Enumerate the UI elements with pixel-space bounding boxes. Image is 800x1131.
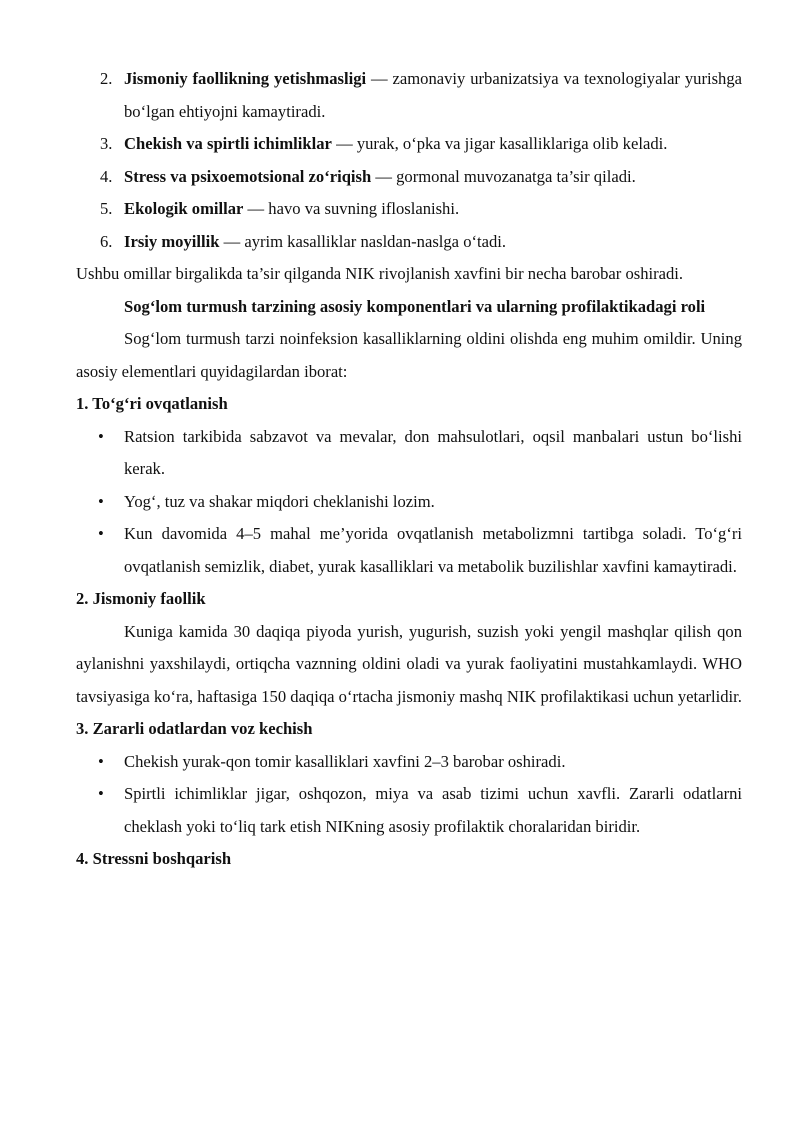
list-item-term: Ekologik omillar bbox=[124, 199, 244, 218]
list-item-term: Jismoniy faollikning yetishmasligi bbox=[124, 69, 367, 88]
list-item bbox=[76, 518, 742, 583]
list-item bbox=[76, 746, 742, 779]
list-number: 3. bbox=[100, 134, 113, 153]
list-item bbox=[76, 421, 742, 486]
list-item-text: — gormonal muvozanatga ta’sir qiladi. bbox=[371, 166, 636, 186]
subsection-title: 2. Jismoniy faollik bbox=[76, 589, 206, 608]
subsection-title: 4. Stressni boshqarish bbox=[76, 849, 232, 868]
list-number: 6. bbox=[100, 231, 113, 251]
list-number: 5. bbox=[100, 199, 113, 218]
list-item bbox=[76, 193, 742, 226]
list-item-text: — havo va suvning ifloslanishi. bbox=[243, 199, 460, 218]
body-paragraph: Kuniga kamida 30 daqiqa piyoda yurish, yugurish, suzish yoki yengil mashqlar qilish qon aylanishni yaxshilaydi, ortiqcha vaznning oldini oladi va yurak faoliyatini mustahkamlaydi. WHO tavsiyasiga ko‘ra, haftasiga 150 daqiqa o‘rtacha jismoniy mashq NIK profilaktikasi uchun yetarlidir. bbox=[76, 621, 742, 706]
subsection-title: 3. Zararli odatlardan voz kechish bbox=[76, 719, 313, 738]
list-item bbox=[76, 778, 742, 843]
bullet-text: Yog‘, tuz va shakar miqdori cheklanishi lozim. bbox=[124, 491, 435, 511]
section-title: Sog‘lom turmush tarzining asosiy komponentlari va ularning profilaktikadagi roli bbox=[124, 296, 706, 316]
list-item bbox=[76, 486, 742, 519]
list-item-text: — ayrim kasalliklar nasldan-naslga o‘tadi. bbox=[219, 231, 507, 251]
list-item-term: Stress va psixoemotsional zo‘riqish bbox=[124, 166, 372, 186]
bullet-icon: • bbox=[98, 784, 104, 803]
list-number: 2. bbox=[100, 69, 113, 88]
summary-paragraph: Ushbu omillar birgalikda ta’sir qilganda NIK rivojlanish xavfini bir necha barobar oshiradi. bbox=[76, 264, 684, 283]
list-item bbox=[76, 161, 742, 194]
list-item-text: — zamonaviy urbanizatsiya va texnologiyalar yurishga bo‘lgan ehtiyojni kamaytiradi. bbox=[124, 69, 742, 121]
bullet-icon: • bbox=[98, 491, 104, 511]
bullet-icon: • bbox=[98, 524, 104, 543]
list-number: 4. bbox=[100, 166, 113, 186]
list-item-term: Irsiy moyillik bbox=[124, 231, 220, 251]
subsection-title: 1. To‘g‘ri ovqatlanish bbox=[76, 394, 228, 413]
bullet-icon: • bbox=[98, 751, 104, 771]
document-body bbox=[76, 63, 742, 876]
bullet-icon: • bbox=[98, 426, 104, 446]
bullet-text: Kun davomida 4–5 mahal me’yorida ovqatlanish metabolizmni tartibga soladi. To‘g‘ri ovqatlanish semizlik, diabet, yurak kasalliklari va metabolik buzilishlar xavfini kamaytiradi. bbox=[124, 524, 742, 576]
list-item bbox=[76, 128, 742, 161]
list-item bbox=[76, 226, 742, 259]
bullet-text: Spirtli ichimliklar jigar, oshqozon, miya va asab tizimi uchun xavfli. Zararli odatlarni cheklash yoki to‘liq tark etish NIKning asosiy profilaktik choralaridan biridir. bbox=[124, 784, 742, 836]
bullet-text: Chekish yurak-qon tomir kasalliklari xavfini 2–3 barobar oshiradi. bbox=[124, 751, 566, 771]
bullet-text: Ratsion tarkibida sabzavot va mevalar, don mahsulotlari, oqsil manbalari ustun bo‘lishi kerak. bbox=[124, 426, 742, 478]
intro-paragraph: Sog‘lom turmush tarzi noinfeksion kasalliklarning oldini olishda eng muhim omildir. Uning asosiy elementlari quyidagilardan iborat: bbox=[76, 329, 742, 381]
list-item-text: — yurak, o‘pka va jigar kasalliklariga olib keladi. bbox=[331, 134, 668, 153]
list-item-term: Chekish va spirtli ichimliklar bbox=[124, 134, 332, 153]
list-item bbox=[76, 63, 742, 128]
